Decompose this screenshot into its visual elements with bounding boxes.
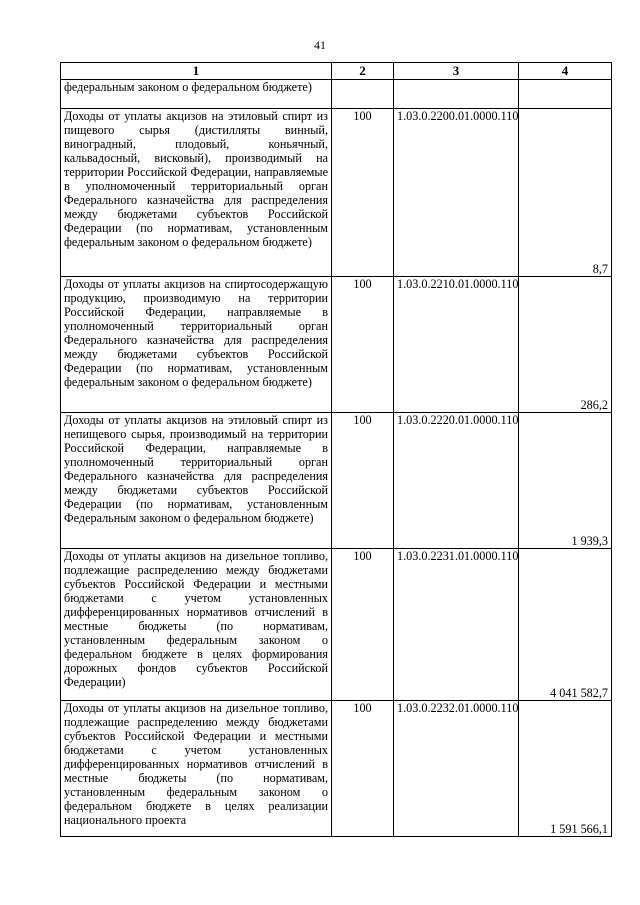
table-header-row <box>61 63 612 80</box>
amount-cell <box>519 80 612 109</box>
kbk-cell: 1.03.0.2232.01.0000.110 <box>394 701 519 837</box>
table-row <box>61 701 612 837</box>
description-cell: Доходы от уплаты акцизов на этиловый спирт из пищевого сырья (дистилляты винный, виноградный, плодовый, коньячный, кальвадосный, висковый), производимый на территории Российской Федерации, направляемые в уполномоченный территориальный орган Федерального казначейства для распределения между бюджетами субъектов Российской Федерации (по нормативам, установленным федеральным законом о федеральном бюджете) <box>61 109 332 277</box>
amount-cell: 4 041 582,7 <box>519 549 612 701</box>
kbk-cell: 1.03.0.2200.01.0000.110 <box>394 109 519 277</box>
amount-cell: 286,2 <box>519 277 612 413</box>
code-cell: 100 <box>332 549 394 701</box>
column-header: 1 <box>61 63 332 80</box>
description-cell: Доходы от уплаты акцизов на дизельное топливо, подлежащие распределению между бюджетами субъектов Российской Федерации и местными бюджетами с учетом установленных дифференцированных нормативов отчислений в местные бюджеты (по нормативам, установленным федеральным законом о федеральном бюджете в целях реализации национального проекта <box>61 701 332 837</box>
code-cell: 100 <box>332 701 394 837</box>
kbk-cell <box>394 80 519 109</box>
code-cell: 100 <box>332 109 394 277</box>
kbk-cell: 1.03.0.2210.01.0000.110 <box>394 277 519 413</box>
code-cell <box>332 80 394 109</box>
amount-cell: 1 939,3 <box>519 413 612 549</box>
table-row <box>61 413 612 549</box>
description-cell: федеральным законом о федеральном бюджете) <box>61 80 332 109</box>
kbk-cell: 1.03.0.2220.01.0000.110 <box>394 413 519 549</box>
code-cell: 100 <box>332 277 394 413</box>
column-header: 4 <box>519 63 612 80</box>
table-row <box>61 549 612 701</box>
table-row <box>61 277 612 413</box>
table-row <box>61 80 612 109</box>
description-cell: Доходы от уплаты акцизов на спиртосодержащую продукцию, производимую на территории Российской Федерации, направляемые в уполномоченный территориальный орган Федерального казначейства для распределения между бюджетами субъектов Российской Федерации (по нормативам, установленным федеральным законом о федеральном бюджете) <box>61 277 332 413</box>
description-cell: Доходы от уплаты акцизов на этиловый спирт из непищевого сырья, производимый на территории Российской Федерации, направляемые в уполномоченный территориальный орган Федерального казначейства для распределения между бюджетами субъектов Российской Федерации (по нормативам, установленным Федеральным законом о федеральном бюджете) <box>61 413 332 549</box>
column-header: 3 <box>394 63 519 80</box>
code-cell: 100 <box>332 413 394 549</box>
amount-cell: 8,7 <box>519 109 612 277</box>
revenue-table <box>60 62 612 837</box>
column-header: 2 <box>332 63 394 80</box>
table-row <box>61 109 612 277</box>
description-cell: Доходы от уплаты акцизов на дизельное топливо, подлежащие распределению между бюджетами субъектов Российской Федерации и местными бюджетами с учетом установленных дифференцированных нормативов отчислений в местные бюджеты (по нормативам, установленным федеральным законом о федеральном бюджете в целях формирования дорожных фондов субъектов Российской Федерации) <box>61 549 332 701</box>
kbk-cell: 1.03.0.2231.01.0000.110 <box>394 549 519 701</box>
page-number: 41 <box>314 38 326 52</box>
amount-cell: 1 591 566,1 <box>519 701 612 837</box>
